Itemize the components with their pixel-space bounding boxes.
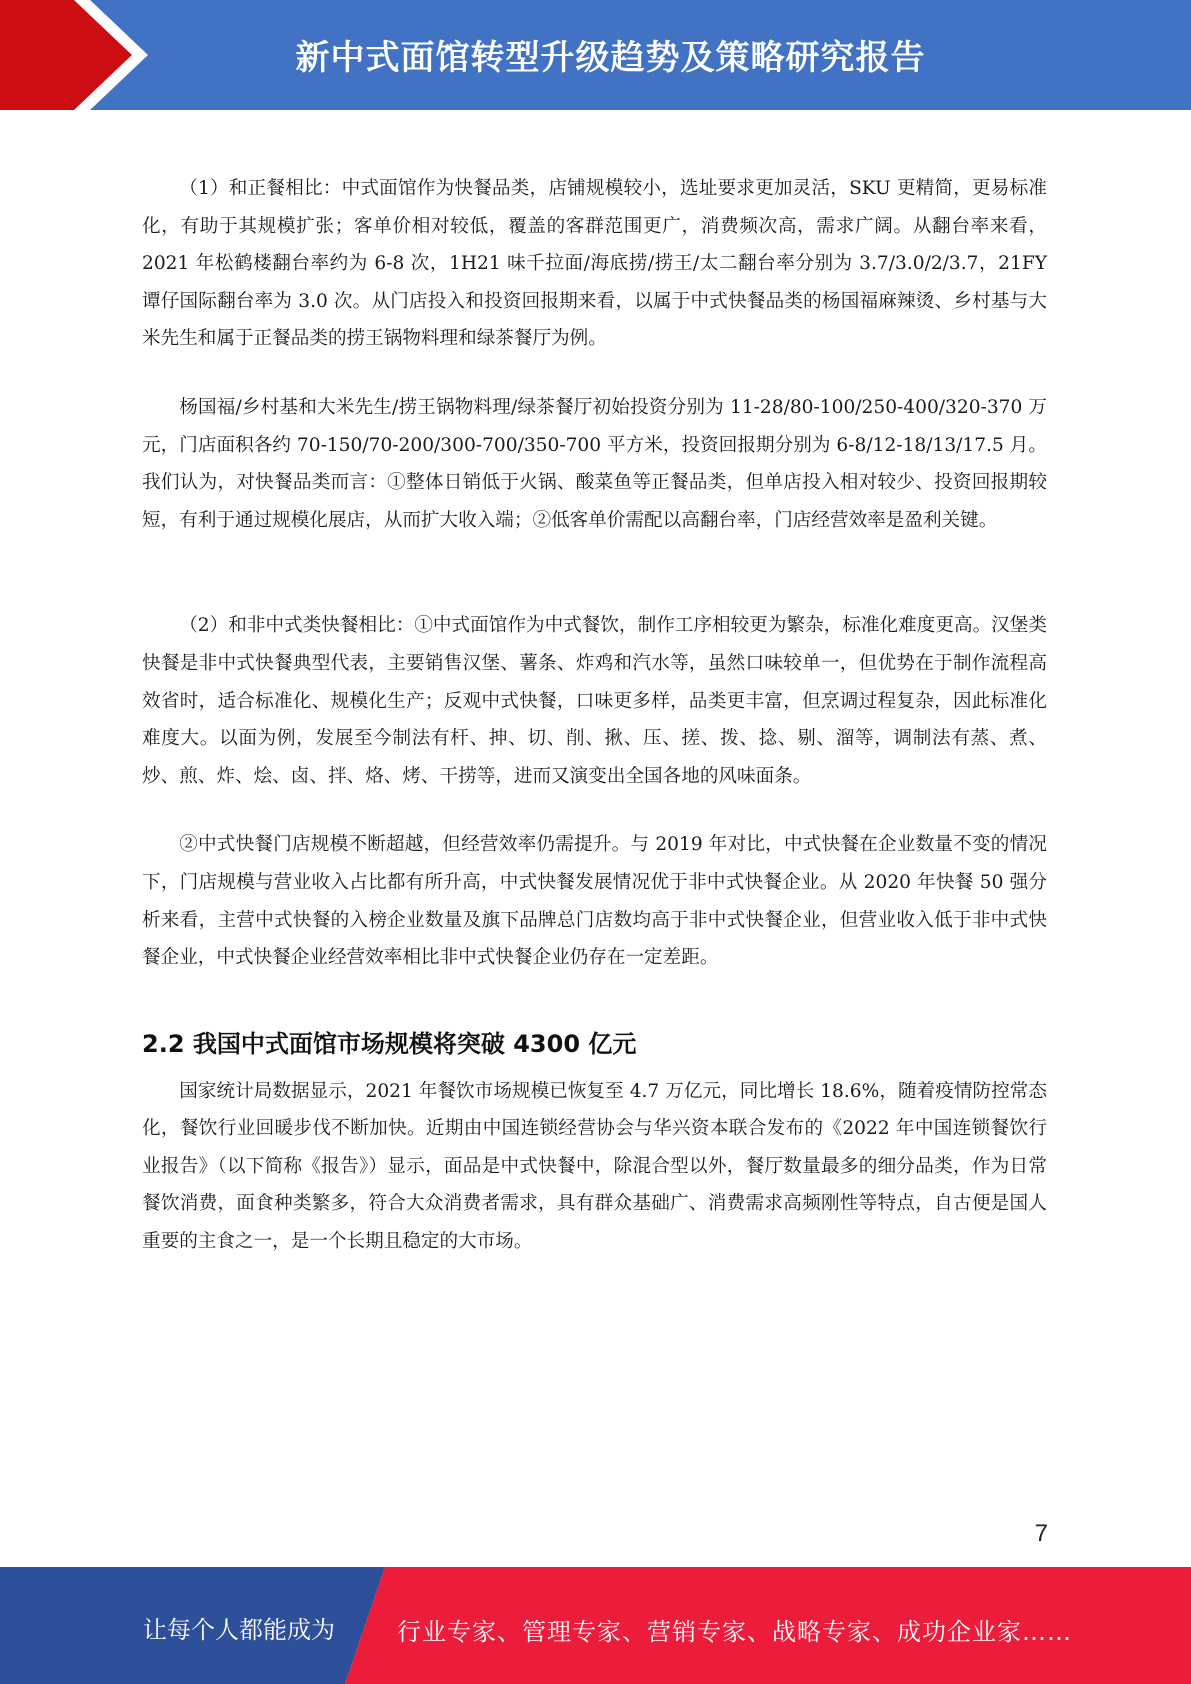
page-number: 7 (1034, 1520, 1048, 1547)
footer-slogan-right: 行业专家、管理专家、营销专家、战略专家、成功企业家…… (397, 1618, 1072, 1646)
paragraph-2: 杨国福/乡村基和大米先生/捞王锅物料理/绿茶餐厅初始投资分别为 11-28/80-100/250-400/320-370 万元，门店面积各约 70-150/70-200/300-700/350-700 平方米，投资回报期分别为 6-8/12-18/13/17.5 月。我们认为，对快餐品类而言：①整体日销低于火锅、酸菜鱼等正餐品类，但单店投入相对较少、投资回报期较短，有利于通过规模化展店，从而扩大收入端；②低客单价需配以高翻台率，门店经营效率是盈利关键。 (142, 396, 1047, 531)
main-content (142, 170, 1047, 1261)
section-paragraph: 国家统计局数据显示，2021 年餐饮市场规模已恢复至 4.7 万亿元，同比增长 18.6%，随着疫情防控常态化，餐饮行业回暖步伐不断加快。近期由中国连锁经营协会与华兴资本联合发布的《2022 年中国连锁餐饮行业报告》（以下简称《报告》）显示，面品是中式快餐中，除混合型以外，餐厅数量最多的细分品类，作为日常餐饮消费，面食种类繁多，符合大众消费者需求，具有群众基础广、消费需求高频刚性等特点，自古便是国人重要的主食之一，是一个长期且稳定的大市场。 (142, 1080, 1047, 1253)
section-heading: 2.2 我国中式面馆市场规模将突破 4300 亿元 (142, 1029, 637, 1058)
paragraph-1: （1）和正餐相比：中式面馆作为快餐品类，店铺规模较小，选址要求更加灵活，SKU 更精简，更易标准化，有助于其规模扩张；客单价相对较低，覆盖的客群范围更广，消费频次高，需求广阔。从翻台率来看，2021 年松鹤楼翻台率约为 6-8 次，1H21 味千拉面/海底捞/捞王/太二翻台率分别为 3.7/3.0/2/3.7，21FY 谭仔国际翻台率为 3.0 次。从门店投入和投资回报期来看，以属于中式快餐品类的杨国福麻辣烫、乡村基与大米先生和属于正餐品类的捞王锅物料理和绿茶餐厅为例。 (142, 178, 1047, 350)
report-title: 新中式面馆转型升级趋势及策略研究报告 (295, 38, 926, 78)
paragraph-3: （2）和非中式类快餐相比：①中式面馆作为中式餐饮，制作工序相较更为繁杂，标准化难度更高。汉堡类快餐是非中式快餐典型代表，主要销售汉堡、薯条、炸鸡和汽水等，虽然口味较单一，但优势在于制作流程高效省时，适合标准化、规模化生产；反观中式快餐，口味更多样，品类更丰富，但烹调过程复杂，因此标准化难度大。以面为例，发展至今制法有杆、抻、切、削、揪、压、搓、拨、捻、剔、溜等，调制法有蒸、煮、炒、煎、炸、烩、卤、拌、烙、烤、干捞等，进而又演变出全国各地的风味面条。 (142, 615, 1047, 787)
paragraph-4: ②中式快餐门店规模不断超越，但经营效率仍需提升。与 2019 年对比，中式快餐在企业数量不变的情况下，门店规模与营业收入占比都有所升高，中式快餐发展情况优于非中式快餐企业。从 2020 年快餐 50 强分析来看，主营中式快餐的入榜企业数量及旗下品牌总门店数均高于非中式快餐企业，但营业收入低于非中式快餐企业，中式快餐企业经营效率相比非中式快餐企业仍存在一定差距。 (142, 834, 1047, 969)
header-band (0, 0, 1191, 110)
footer-band (0, 1567, 1191, 1684)
footer-slogan-left: 让每个人都能成为 (143, 1616, 335, 1644)
